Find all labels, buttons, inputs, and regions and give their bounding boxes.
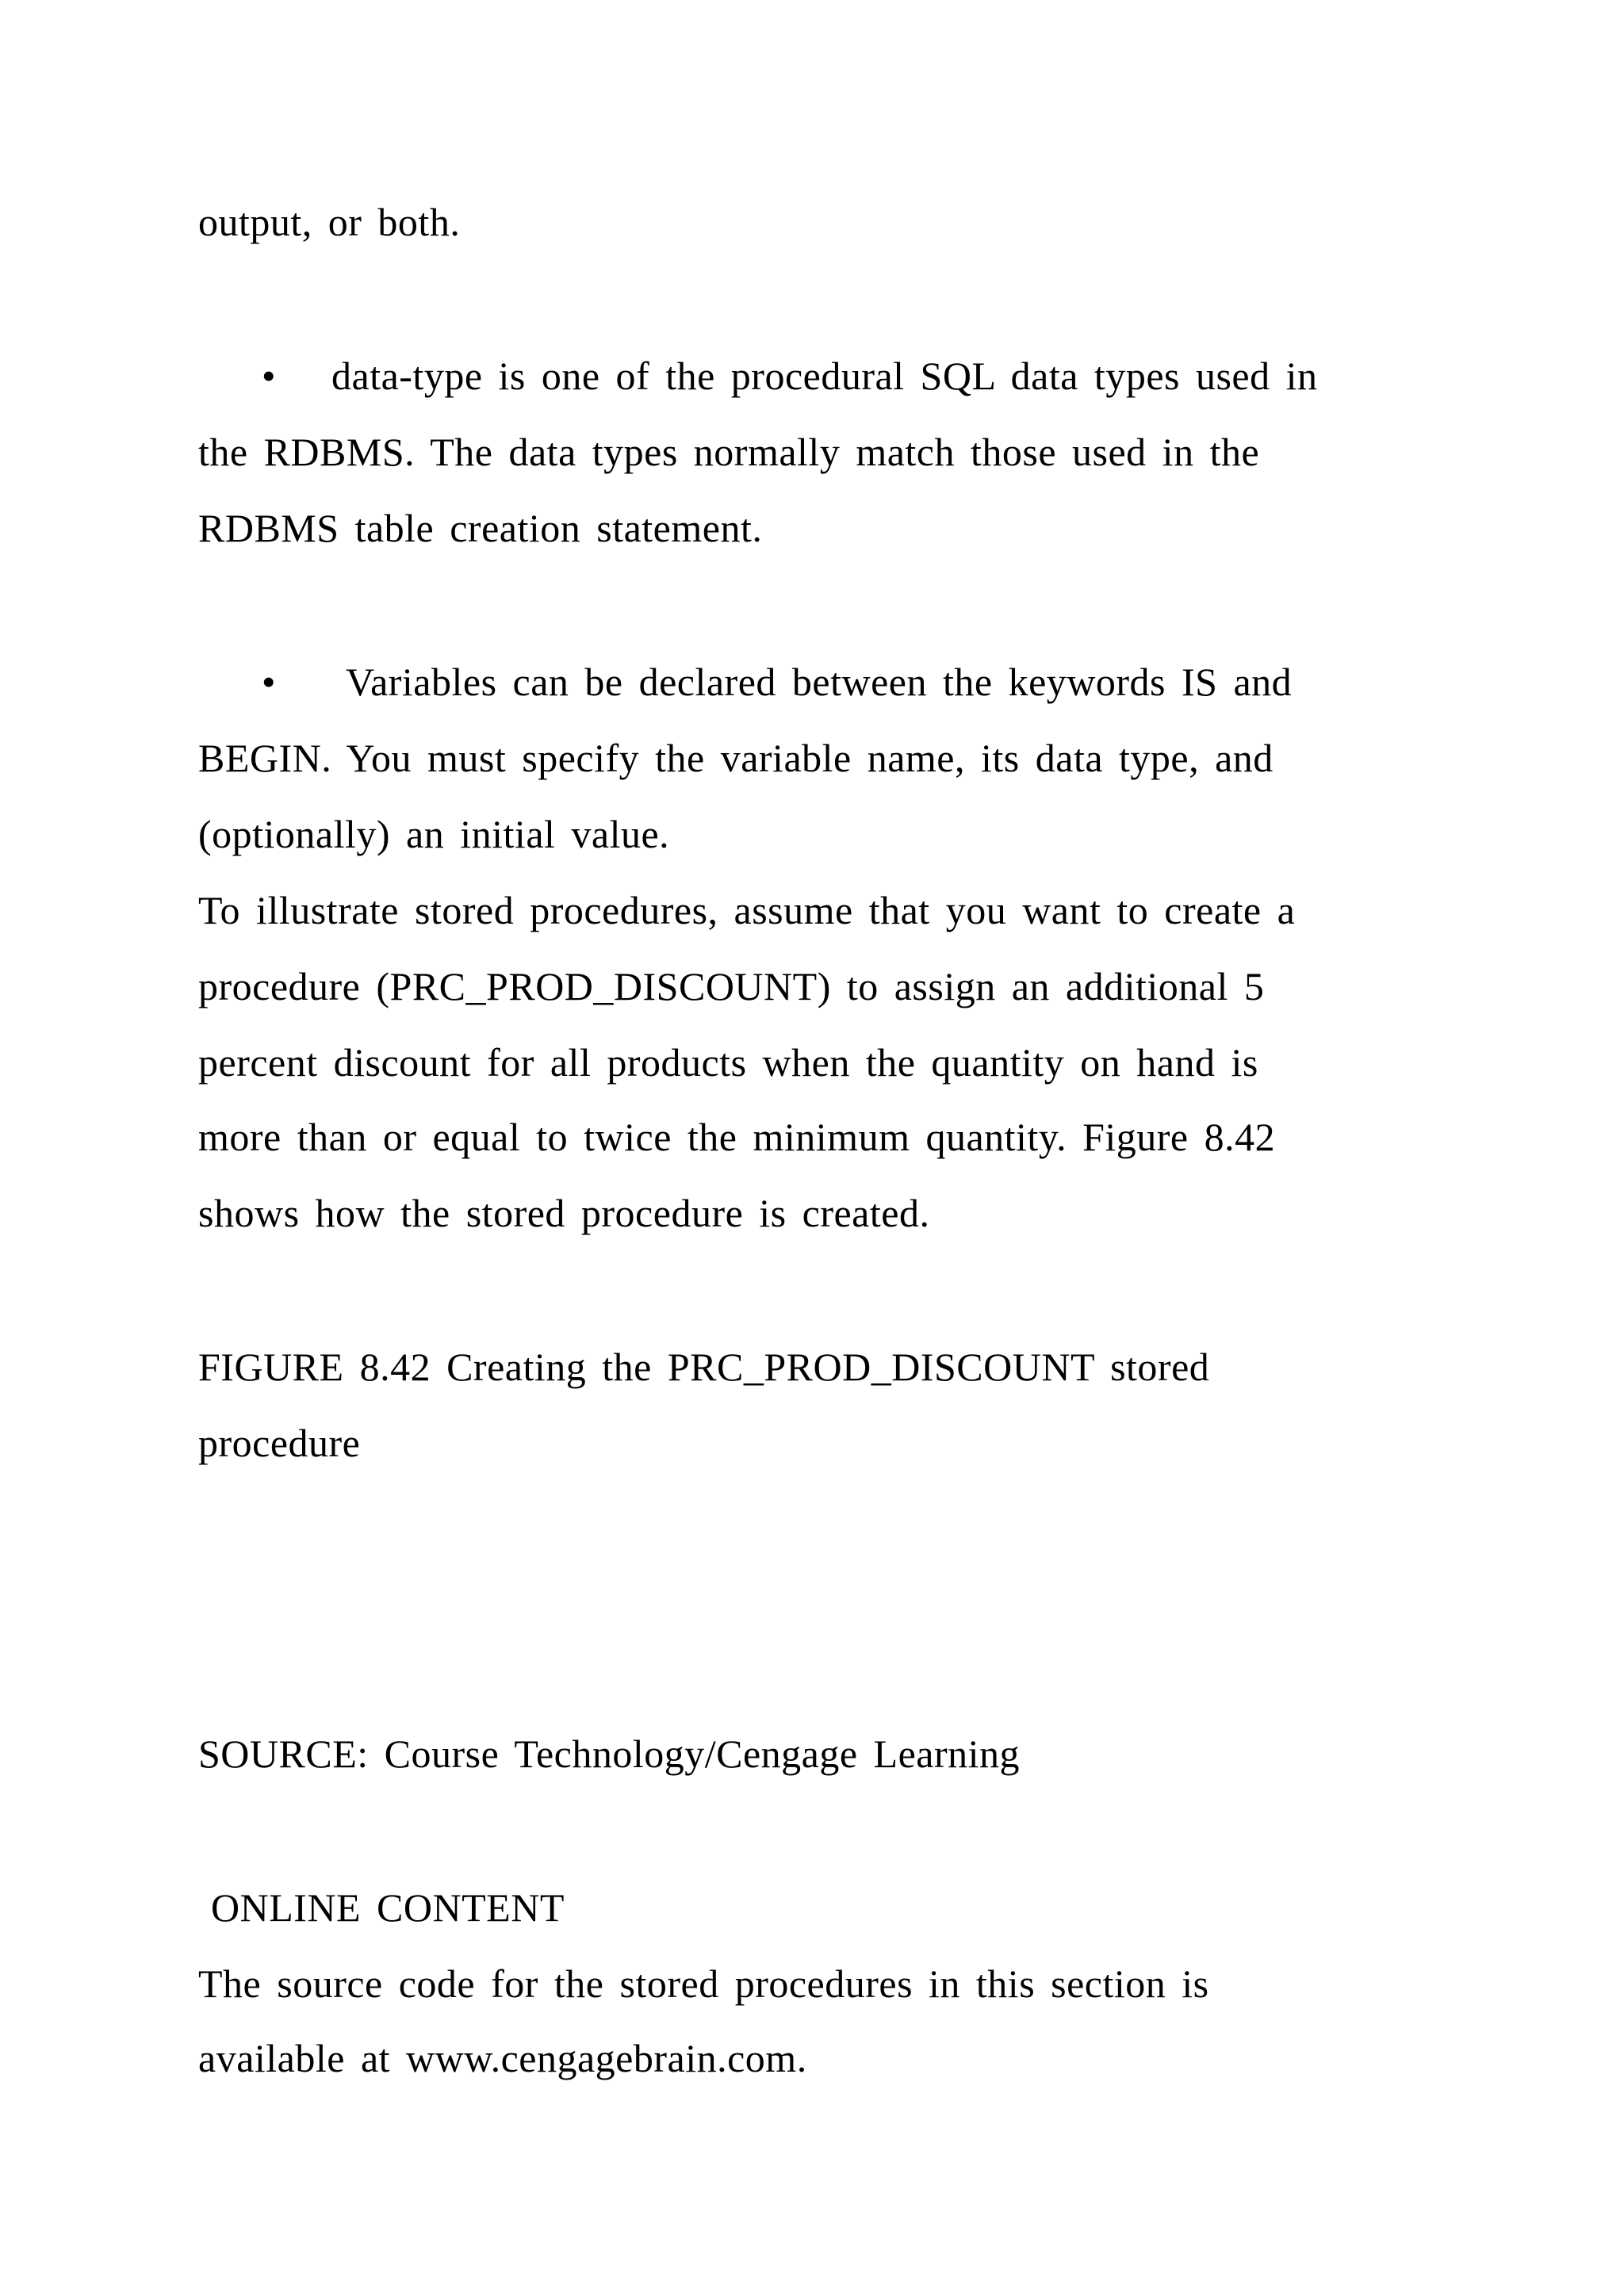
bullet-1-line-3: RDBMS table creation statement. xyxy=(198,506,763,550)
paragraph-line: To illustrate stored procedures, assume that you want to create a xyxy=(198,888,1296,932)
paragraph-line: percent discount for all products when the quantity on hand is xyxy=(198,1040,1258,1085)
source-credit: SOURCE: Course Technology/Cengage Learning xyxy=(198,1732,1021,1776)
bullet-2-line-2: BEGIN. You must specify the variable name, its data type, and xyxy=(198,736,1274,780)
bullet-marker: • xyxy=(262,660,277,704)
bullet-2-line-1: Variables can be declared between the keywords IS and xyxy=(346,660,1293,704)
online-content-line: available at www.cengagebrain.com. xyxy=(198,2036,807,2080)
paragraph-line: procedure (PRC_PROD_DISCOUNT) to assign an additional 5 xyxy=(198,964,1265,1008)
figure-caption-line: procedure xyxy=(198,1421,361,1465)
bullet-1-line-2: the RDBMS. The data types normally match those used in the xyxy=(198,430,1260,474)
online-content-line: The source code for the stored procedures in this section is xyxy=(198,1961,1209,2006)
figure-caption-line: FIGURE 8.42 Creating the PRC_PROD_DISCOUNT stored xyxy=(198,1345,1210,1389)
intro-line: output, or both. xyxy=(198,200,461,244)
online-content-heading: ONLINE CONTENT xyxy=(211,1885,565,1930)
paragraph-line: shows how the stored procedure is created. xyxy=(198,1191,930,1235)
paragraph-line: more than or equal to twice the minimum quantity. Figure 8.42 xyxy=(198,1115,1276,1159)
bullet-1-line-1: data-type is one of the procedural SQL data types used in xyxy=(331,354,1318,398)
bullet-marker: • xyxy=(262,354,277,398)
bullet-2-line-3: (optionally) an initial value. xyxy=(198,812,670,856)
